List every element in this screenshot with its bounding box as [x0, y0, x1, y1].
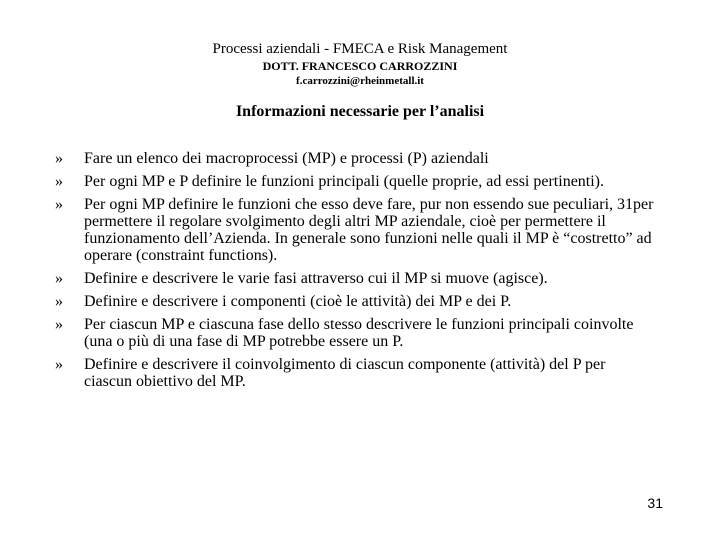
bullet-text: Definire e descrivere le varie fasi attraverso cui il MP si muove (agisce).: [84, 270, 548, 287]
bullet-text: Per ogni MP e P definire le funzioni principali (quelle proprie, ad essi pertinenti).: [84, 173, 605, 190]
bullet-item: [55, 196, 655, 264]
bullet-item: [55, 270, 655, 287]
page-number: 31: [647, 495, 663, 511]
bullet-marker: »: [55, 173, 63, 190]
header-author: DOTT. FRANCESCO CARROZZINI: [262, 59, 458, 73]
bullet-item: [55, 356, 655, 390]
bullet-item: [55, 150, 655, 167]
header-title: Processi aziendali - FMECA e Risk Management: [212, 41, 508, 57]
bullet-item: [55, 316, 655, 350]
bullet-marker: »: [55, 270, 63, 287]
slide-header: [0, 40, 720, 89]
bullet-text: Fare un elenco dei macroprocessi (MP) e processi (P) aziendali: [84, 150, 489, 167]
bullet-list: [55, 150, 655, 396]
bullet-item: [55, 173, 655, 190]
bullet-marker: »: [55, 196, 63, 213]
bullet-text: Definire e descrivere il coinvolgimento di ciascun componente (attività) del P per ciascun obiettivo del MP.: [84, 356, 606, 390]
bullet-marker: »: [55, 150, 63, 167]
bullet-marker: »: [55, 293, 63, 310]
slide-subtitle: Informazioni necessarie per l’analisi: [235, 103, 485, 120]
bullet-text: Per ogni MP definire le funzioni che esso deve fare, pur non essendo sue peculiari, 31per permettere il regolare svolgimento degli altri MP aziendale, cioè per permettere il funzionamento dell’Azienda. In generale sono funzioni nelle quali il MP è “costretto” ad operare (constraint functions).: [84, 196, 654, 264]
bullet-text: Definire e descrivere i componenti (cioè le attività) dei MP e dei P.: [84, 293, 512, 310]
bullet-marker: »: [55, 356, 63, 373]
bullet-item: [55, 293, 655, 310]
bullet-text: Per ciascun MP e ciascuna fase dello stesso descrivere le funzioni principali coinvolte (una o più di una fase di MP potrebbe essere un P.: [84, 316, 634, 350]
bullet-marker: »: [55, 316, 63, 333]
header-email: f.carrozzini@rheinmetall.it: [296, 75, 424, 87]
